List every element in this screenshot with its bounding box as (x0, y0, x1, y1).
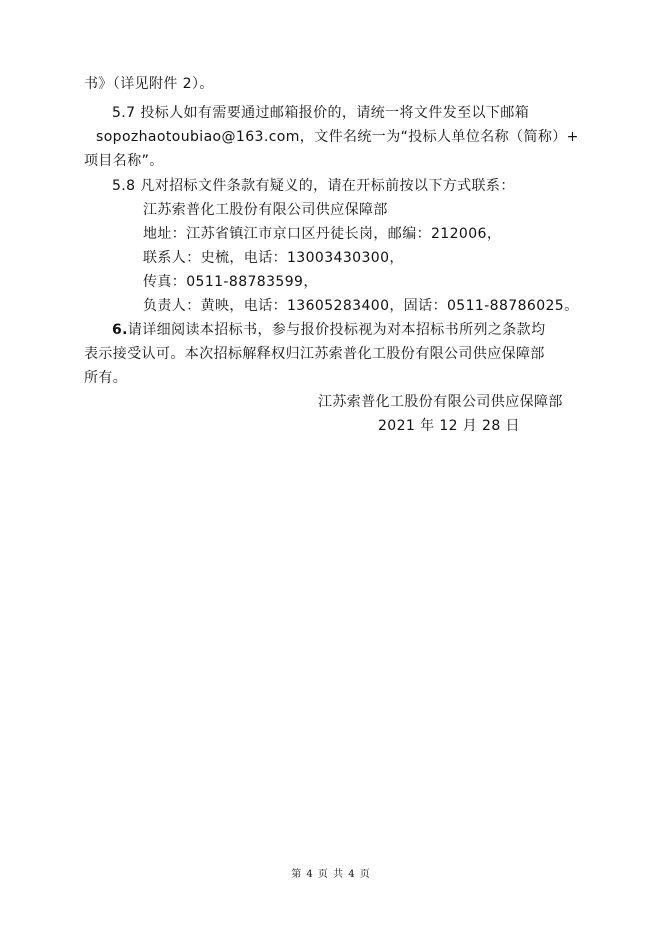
contact-fax: 传真：0511-88783599， (143, 274, 318, 290)
contact-manager: 负责人：黄映，电话：13605283400，固话：0511-88786025。 (143, 298, 579, 314)
clause-6-line-3: 所有。 (84, 370, 128, 386)
signature-date: 2021 年 12 月 28 日 (378, 418, 520, 434)
contact-address: 地址：江苏省镇江市京口区丹徒长岗，邮编：212006， (143, 226, 502, 242)
clause-6-line-1 (112, 320, 545, 340)
clause-6-number: 6. (112, 322, 128, 338)
page-footer: 第 4 页 共 4 页 (291, 869, 371, 880)
contact-company: 江苏索普化工股份有限公司供应保障部 (143, 202, 388, 218)
contact-person: 联系人：史梳，电话：13003430300， (143, 250, 404, 266)
signature-organization: 江苏索普化工股份有限公司供应保障部 (318, 394, 563, 410)
clause-6-line-1-text: 请详细阅读本招标书，参与报价投标视为对本招标书所列之条款均 (127, 322, 546, 338)
continued-text-line: 书》（详见附件 2）。 (84, 76, 214, 92)
clause-5-7-email-line: sopozhaotoubiao@163.com，文件名统一为“投标人单位名称（简称）+ (96, 129, 579, 145)
clause-5-7-line-1: 5.7 投标人如有需要通过邮箱报价的，请统一将文件发至以下邮箱 (112, 105, 530, 121)
clause-5-8-intro: 5.8 凡对招标文件条款有疑义的，请在开标前按以下方式联系： (112, 178, 515, 194)
clause-5-7-line-3: 项目名称”。 (84, 153, 164, 169)
clause-6-line-2: 表示接受认可。本次招标解释权归江苏索普化工股份有限公司供应保障部 (84, 346, 545, 362)
